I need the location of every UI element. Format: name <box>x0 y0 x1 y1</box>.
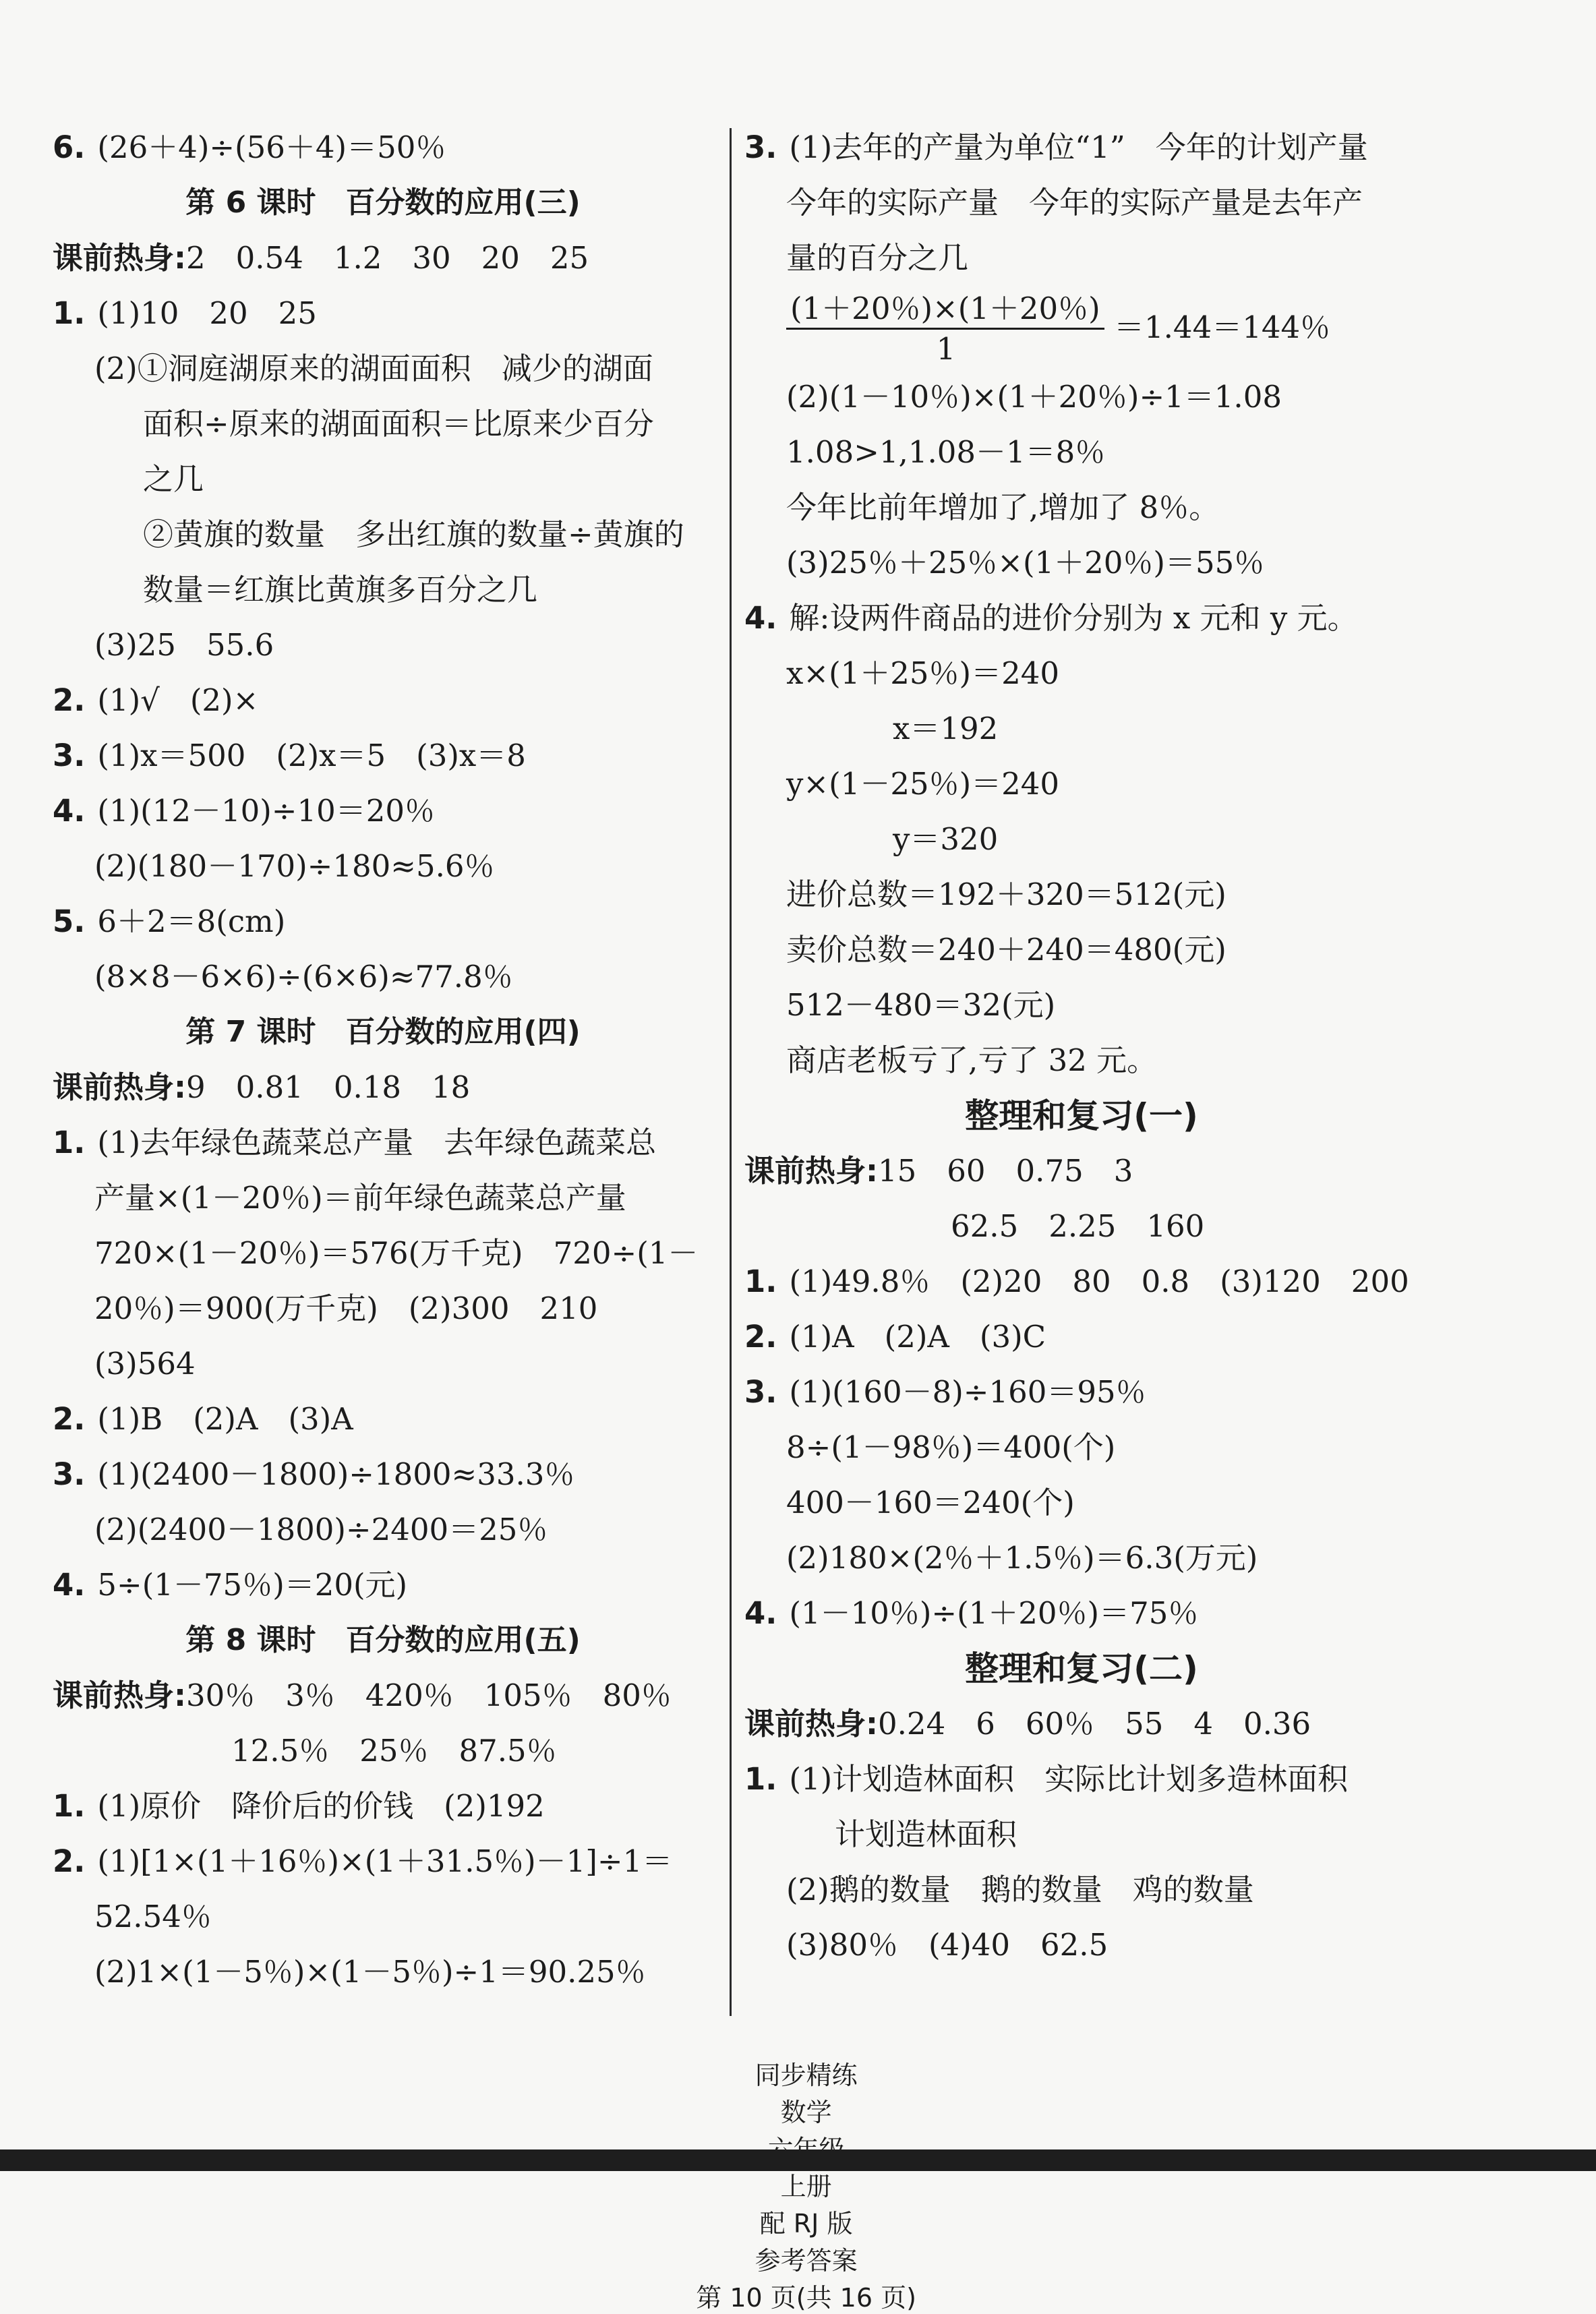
footer-edition: 配 RJ 版 <box>759 2209 853 2238</box>
review-2-title: 整理和复习(二) <box>965 1649 1198 1688</box>
footer-subject: 数学 <box>780 2098 832 2127</box>
lesson-6-answer-2: 2. (1)√ (2)× <box>53 682 259 718</box>
footer-volume: 上册 <box>780 2172 832 2201</box>
footer-book: 同步精练 <box>755 2060 858 2090</box>
equation-line: 512－480＝32(元) <box>786 987 1056 1023</box>
fraction-numerator: (1＋20％)×(1＋20％) <box>786 290 1104 330</box>
fraction-denominator: 1 <box>936 331 956 367</box>
lesson-6-title: 第 6 课时 百分数的应用(三) <box>185 185 581 220</box>
answer-line: (2)180×(2％＋1.5％)＝6.3(万元) <box>786 1540 1258 1576</box>
lesson-8-warmup-line-2: 12.5％ 25％ 87.5％ <box>231 1733 557 1769</box>
answer-line: (2)(1－10％)×(1＋20％)÷1＝1.08 <box>786 379 1282 415</box>
answer-line: 量的百分之几 <box>786 240 969 276</box>
lesson-7-warmup: 课前热身:9 0.81 0.18 18 <box>53 1069 471 1105</box>
footer-section: 参考答案 <box>755 2246 858 2276</box>
answer-line: 面积÷原来的湖面面积＝比原来少百分 <box>143 406 654 442</box>
lesson-8-answer-1: 1. (1)原价 降价后的价钱 (2)192 <box>53 1788 545 1824</box>
answer-line: 计划造林面积 <box>835 1816 1017 1852</box>
review-1-answer-4: 4. (1－10％)÷(1＋20％)＝75％ <box>744 1595 1199 1631</box>
lesson-6-answer-3: 3. (1)x＝500 (2)x＝5 (3)x＝8 <box>53 738 526 773</box>
answer-3: 3. (1)去年的产量为单位“1” 今年的计划产量 <box>744 129 1368 165</box>
review-1-answer-1: 1. (1)49.8％ (2)20 80 0.8 (3)120 200 <box>744 1264 1409 1299</box>
answer-line: (3)25％＋25％×(1＋20％)＝55％ <box>786 545 1265 581</box>
answer-line: 数量＝红旗比黄旗多百分之几 <box>143 572 538 607</box>
review-1-title: 整理和复习(一) <box>965 1096 1198 1135</box>
equation-line: x×(1＋25％)＝240 <box>786 655 1059 691</box>
answer-line: (2)(2400－1800)÷2400＝25％ <box>94 1512 548 1547</box>
review-1-answer-2: 2. (1)A (2)A (3)C <box>744 1319 1046 1355</box>
review-2-warmup: 课前热身:0.24 6 60％ 55 4 0.36 <box>744 1706 1311 1742</box>
equation-line: x＝192 <box>893 711 999 746</box>
review-1-warmup-line-2: 62.5 2.25 160 <box>951 1208 1205 1244</box>
review-1-warmup: 课前热身:15 60 0.75 3 <box>744 1153 1133 1189</box>
fraction-expression <box>744 286 1419 369</box>
answer-line: (8×8－6×6)÷(6×6)≈77.8％ <box>94 959 513 995</box>
answer-line: (2)鹅的数量 鹅的数量 鸡的数量 <box>786 1872 1254 1907</box>
equation-line: 卖价总数＝240＋240＝480(元) <box>786 932 1226 968</box>
lesson-7-answer-4: 4. 5÷(1－75％)＝20(元) <box>53 1567 408 1603</box>
answer-line: 52.54％ <box>94 1899 212 1934</box>
column-divider <box>730 128 732 2016</box>
review-2-answer-1: 1. (1)计划造林面积 实际比计划多造林面积 <box>744 1761 1349 1797</box>
equation-line: y＝320 <box>893 821 999 857</box>
equation-line: 商店老板亏了,亏了 32 元。 <box>786 1042 1158 1078</box>
fraction-result: ＝1.44＝144％ <box>1114 309 1331 345</box>
footer-page-number: 第 10 页(共 16 页) <box>696 2283 916 2313</box>
lesson-7-answer-1: 1. (1)去年绿色蔬菜总产量 去年绿色蔬菜总 <box>53 1125 657 1160</box>
lesson-7-title: 第 7 课时 百分数的应用(四) <box>185 1015 581 1049</box>
answer-line: 今年比前年增加了,增加了 8％。 <box>786 489 1220 525</box>
lesson-8-title: 第 8 课时 百分数的应用(五) <box>185 1623 581 1657</box>
answer-line: 之几 <box>143 461 204 497</box>
answer-line: 20％)＝900(万千克) (2)300 210 <box>94 1290 598 1326</box>
right-column <box>744 120 1419 1973</box>
lesson-6-answer-4: 4. (1)(12－10)÷10＝20％ <box>53 793 436 829</box>
answer-line: 1.08>1,1.08－1＝8％ <box>786 434 1106 470</box>
answer-line: 8÷(1－98％)＝400(个) <box>786 1429 1116 1465</box>
answer-line: (3)25 55.6 <box>94 627 274 663</box>
lesson-6-answer-1: 1. (1)10 20 25 <box>53 295 317 331</box>
lesson-8-warmup: 课前热身:30％ 3％ 420％ 105％ 80％ <box>53 1678 672 1713</box>
left-column <box>53 120 713 2000</box>
answer-6: 6. (26＋4)÷(56＋4)＝50％ <box>53 129 446 165</box>
answer-line: (2)(180－170)÷180≈5.6％ <box>94 848 495 884</box>
answer-line: (2)①洞庭湖原来的湖面面积 减少的湖面 <box>94 351 653 386</box>
answer-line: (2)1×(1－5％)×(1－5％)÷1＝90.25％ <box>94 1954 646 1990</box>
answer-line: (3)80％ (4)40 62.5 <box>786 1927 1109 1963</box>
equation-line: y×(1－25％)＝240 <box>786 766 1060 802</box>
answer-4: 4. 解:设两件商品的进价分别为 x 元和 y 元。 <box>744 600 1358 636</box>
answer-line: 产量×(1－20％)＝前年绿色蔬菜总产量 <box>94 1180 626 1216</box>
lesson-6-answer-5: 5. 6＋2＝8(cm) <box>53 903 286 939</box>
answer-line: 720×(1－20％)＝576(万千克) 720÷(1－ <box>94 1235 699 1271</box>
equation-line: 进价总数＝192＋320＝512(元) <box>786 877 1226 912</box>
lesson-6-warmup: 课前热身:2 0.54 1.2 30 20 25 <box>53 240 589 276</box>
answer-line: 400－160＝240(个) <box>786 1485 1075 1520</box>
scan-edge <box>0 2149 1596 2171</box>
lesson-7-answer-3: 3. (1)(2400－1800)÷1800≈33.3％ <box>53 1456 575 1492</box>
review-1-answer-3: 3. (1)(160－8)÷160＝95％ <box>744 1374 1146 1410</box>
lesson-7-answer-2: 2. (1)B (2)A (3)A <box>53 1401 353 1437</box>
answer-line: (3)564 <box>94 1346 196 1382</box>
answer-line: 今年的实际产量 今年的实际产量是去年产 <box>786 185 1363 220</box>
answer-line: ②黄旗的数量 多出红旗的数量÷黄旗的 <box>143 516 684 552</box>
lesson-8-answer-2: 2. (1)[1×(1＋16％)×(1＋31.5％)－1]÷1＝ <box>53 1843 673 1879</box>
